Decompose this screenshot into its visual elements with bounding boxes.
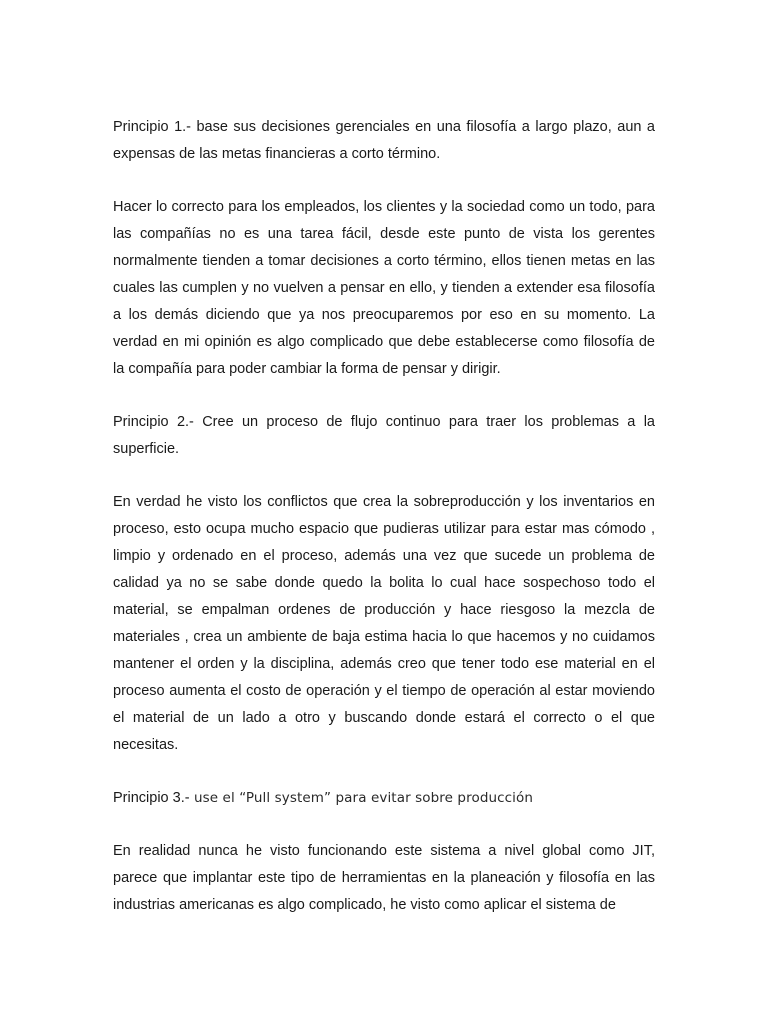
principle-1-heading: Principio 1.- base sus decisiones gerenciales en una filosofía a largo plazo, aun a expensas de las metas financieras a corto término. — [113, 119, 655, 162]
principle-1-commentary: Hacer lo correcto para los empleados, los clientes y la sociedad como un todo, para las compañías no es una tarea fácil, desde este punto de vista los gerentes normalmente tienden a tomar decisiones a corto término, ellos tienen metas en las cuales las cumplen y no vuelven a pensar en ello, y tienden a extender esa filosofía a los demás diciendo que ya nos preocuparemos por eso en su momento. La verdad en mi opinión es algo complicado que debe establecerse como filosofía de la compañía para poder cambiar la forma de pensar y dirigir. — [113, 199, 655, 377]
principle-2-commentary: En verdad he visto los conflictos que crea la sobreproducción y los inventarios en proceso, esto ocupa mucho espacio que pudieras utilizar para estar mas cómodo , limpio y ordenado en el proceso, además una vez que sucede un problema de calidad ya no se sabe donde quedo la bolita lo cual hace sospechoso todo el material, se empalman ordenes de producción y hace riesgoso la mezcla de materiales , crea un ambiente de baja estima hacia lo que hacemos y no cuidamos mantener el orden y la disciplina, además creo que tener todo ese material en el proceso aumenta el costo de operación y el tiempo de operación al estar moviendo el material de un lado a otro y buscando donde estará el correcto o el que necesitas. — [113, 494, 655, 753]
principle-3-title: use el “Pull system” para evitar sobre producción — [189, 790, 534, 806]
principle-3-prefix: Principio 3.- — [113, 790, 190, 806]
principle-3-heading — [113, 785, 655, 812]
principle-2-heading: Principio 2.- Cree un proceso de flujo continuo para traer los problemas a la superficie. — [113, 414, 655, 457]
principle-3-commentary: En realidad nunca he visto funcionando este sistema a nivel global como JIT, parece que implantar este tipo de herramientas en la planeación y filosofía en las industrias americanas es algo complicado, he visto como aplicar el sistema de — [113, 843, 655, 913]
document-body — [113, 114, 655, 945]
